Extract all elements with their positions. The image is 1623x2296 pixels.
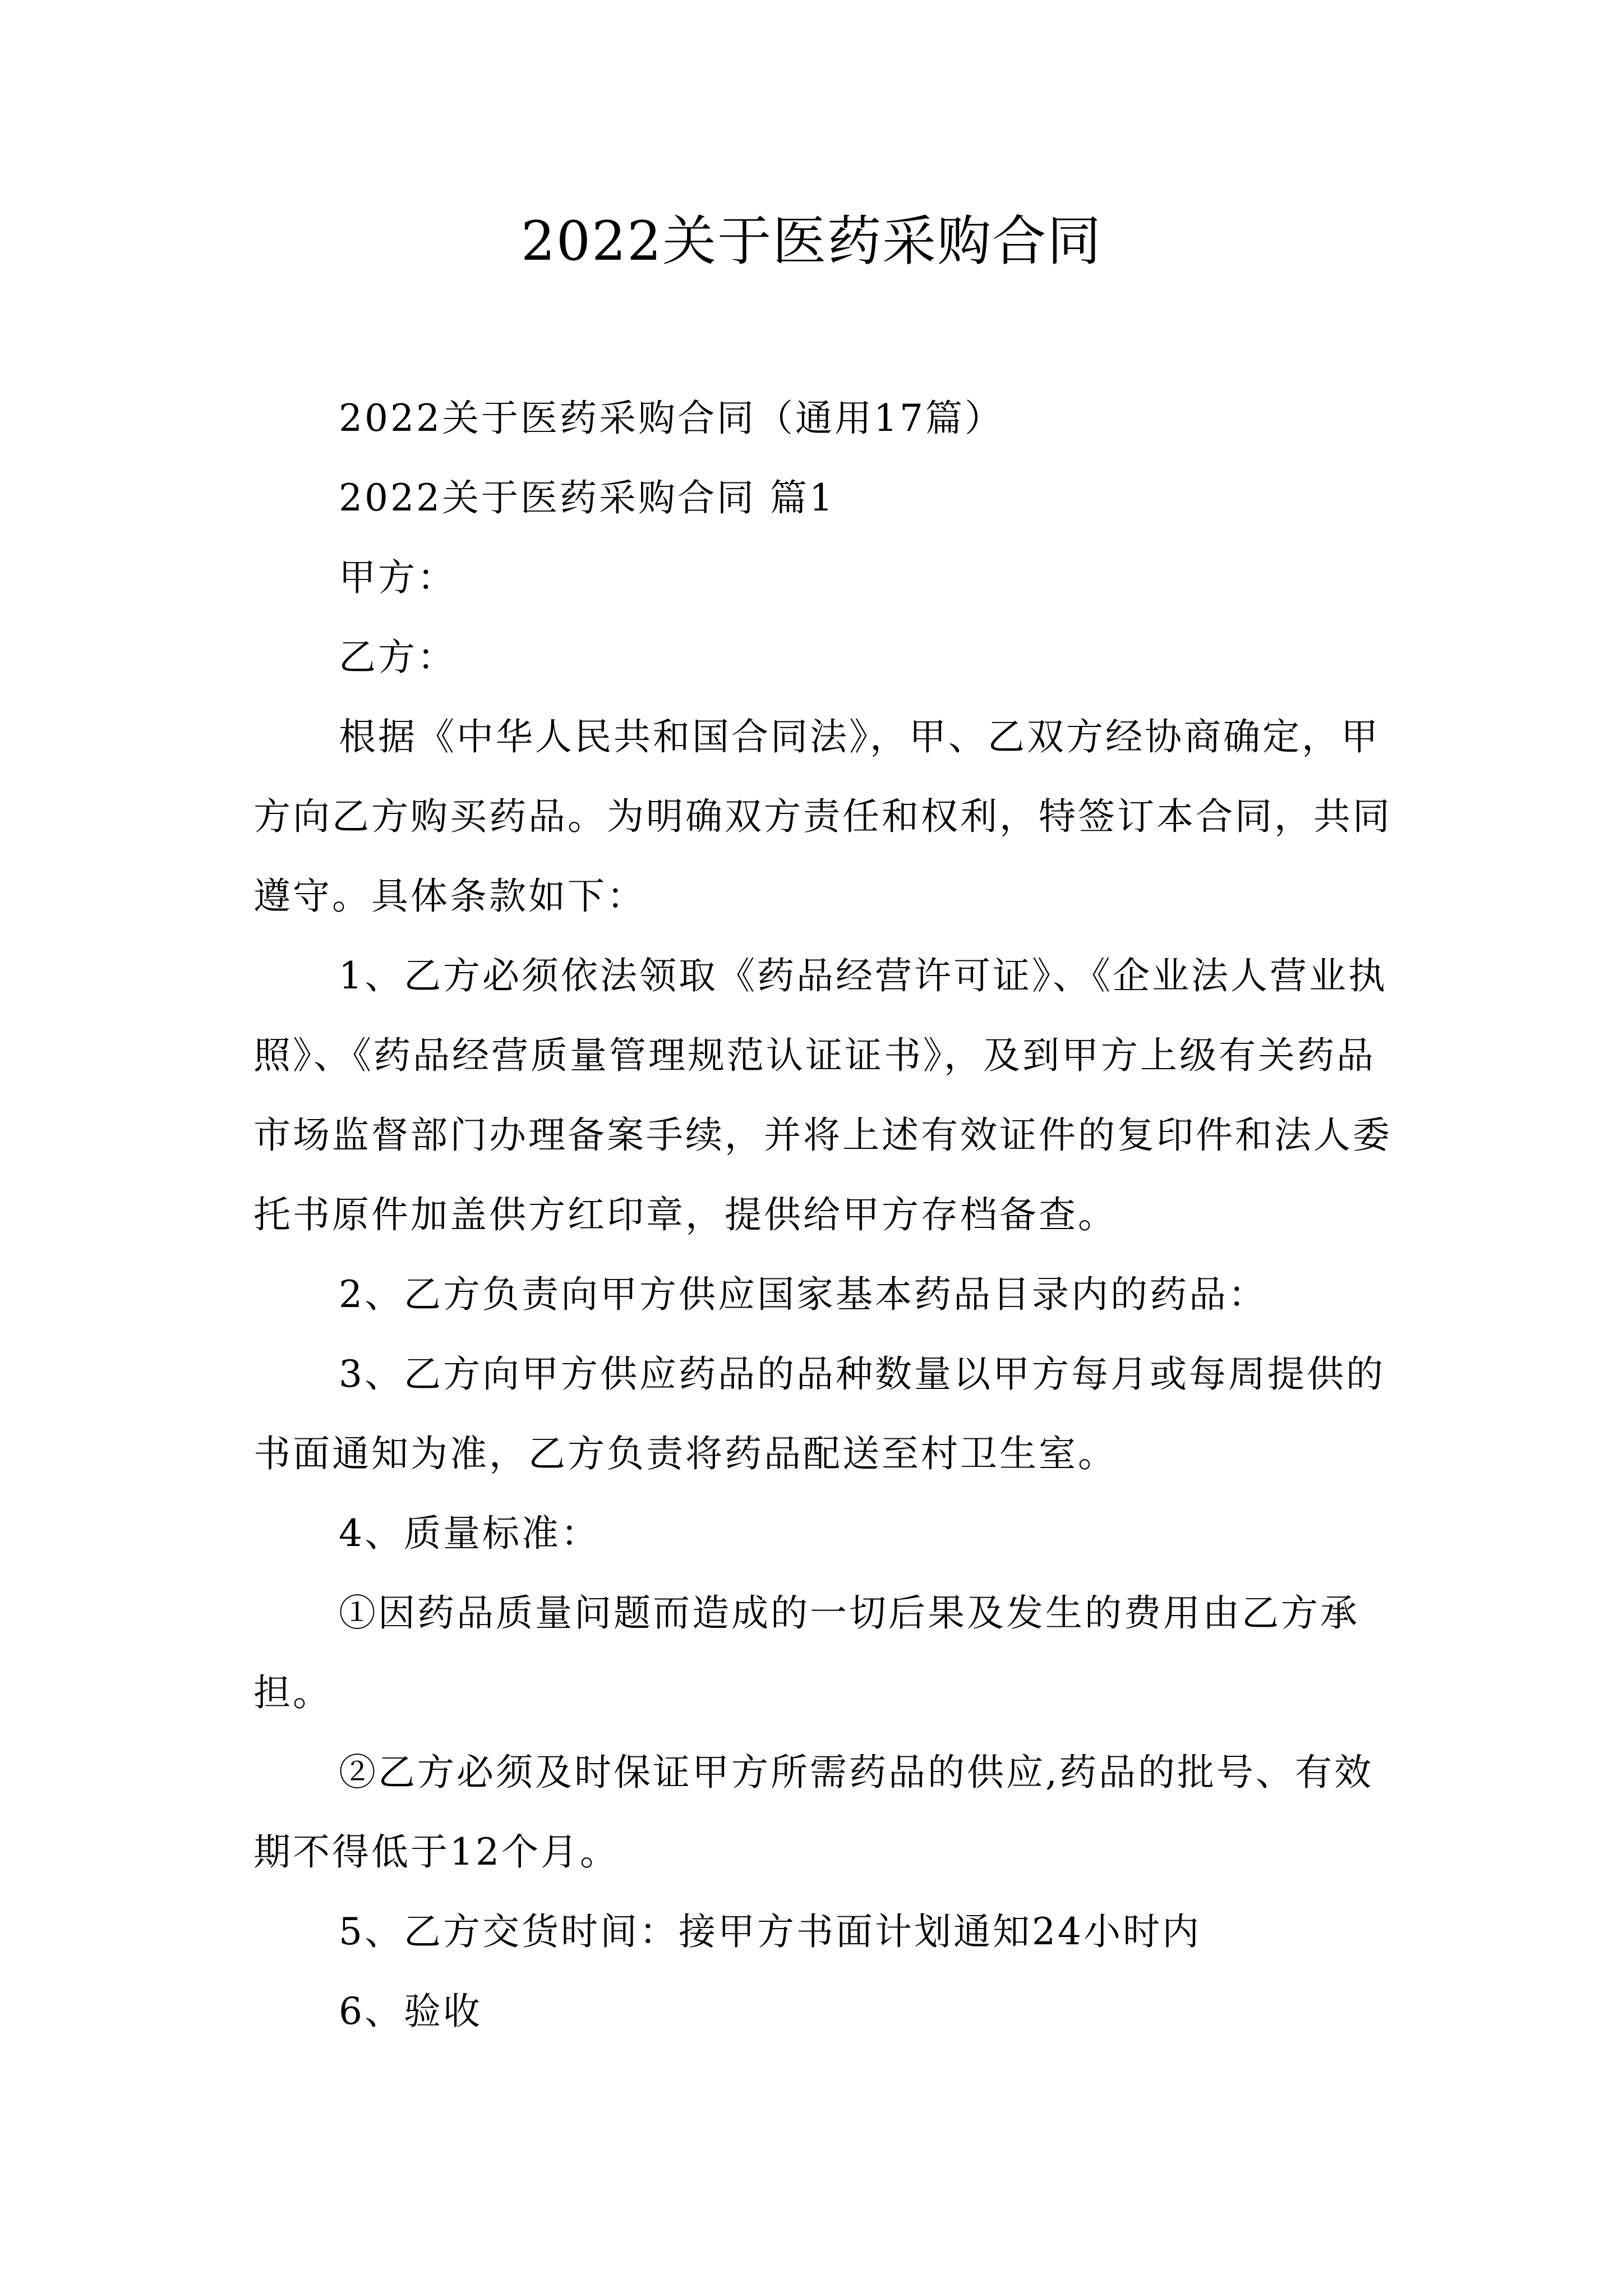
document-title: 2022关于医药采购合同 <box>520 210 1103 273</box>
paragraph-clause-4-item-1: ①因药品质量问题而造成的一切后果及发生的费用由乙方承担。 <box>253 1591 1359 1714</box>
paragraph-clause-6: 6、验收 <box>339 1990 482 2033</box>
paragraph-clause-1: 1、乙方必须依法领取《药品经营许可证》、《企业法人营业执照》、《药品经营质量管理规范认证证书》，及到甲方上级有关药品市场监督部门办理备案手续，并将上述有效证件的复印件和法人委托书原件加盖供方红印章，提供给甲方存档备查。 <box>253 954 1392 1236</box>
paragraph-clause-2: 2、乙方负责向甲方供应国家基本药品目录内的药品： <box>339 1273 1267 1316</box>
paragraph-clause-4: 4、质量标准： <box>339 1512 600 1555</box>
paragraph-clause-5: 5、乙方交货时间：接甲方书面计划通知24小时内 <box>339 1910 1201 1953</box>
paragraph-party-a: 甲方： <box>339 556 457 599</box>
paragraph-subtitle: 2022关于医药采购合同（通用17篇） <box>339 397 1004 440</box>
paragraph-clause-4-item-2: ②乙方必须及时保证甲方所需药品的供应,药品的批号、有效期不得低于12个月。 <box>253 1751 1373 1874</box>
paragraph-clause-3: 3、乙方向甲方供应药品的品种数量以甲方每月或每周提供的书面通知为准，乙方负责将药品配送至村卫生室。 <box>253 1352 1385 1475</box>
paragraph-preamble: 根据《中华人民共和国合同法》，甲、乙双方经协商确定，甲方向乙方购买药品。为明确双方责任和权利，特签订本合同，共同遵守。具体条款如下： <box>253 715 1392 918</box>
document-body <box>253 379 1392 2051</box>
paragraph-party-b: 乙方： <box>339 636 457 679</box>
paragraph-section-heading: 2022关于医药采购合同 篇1 <box>339 476 835 519</box>
